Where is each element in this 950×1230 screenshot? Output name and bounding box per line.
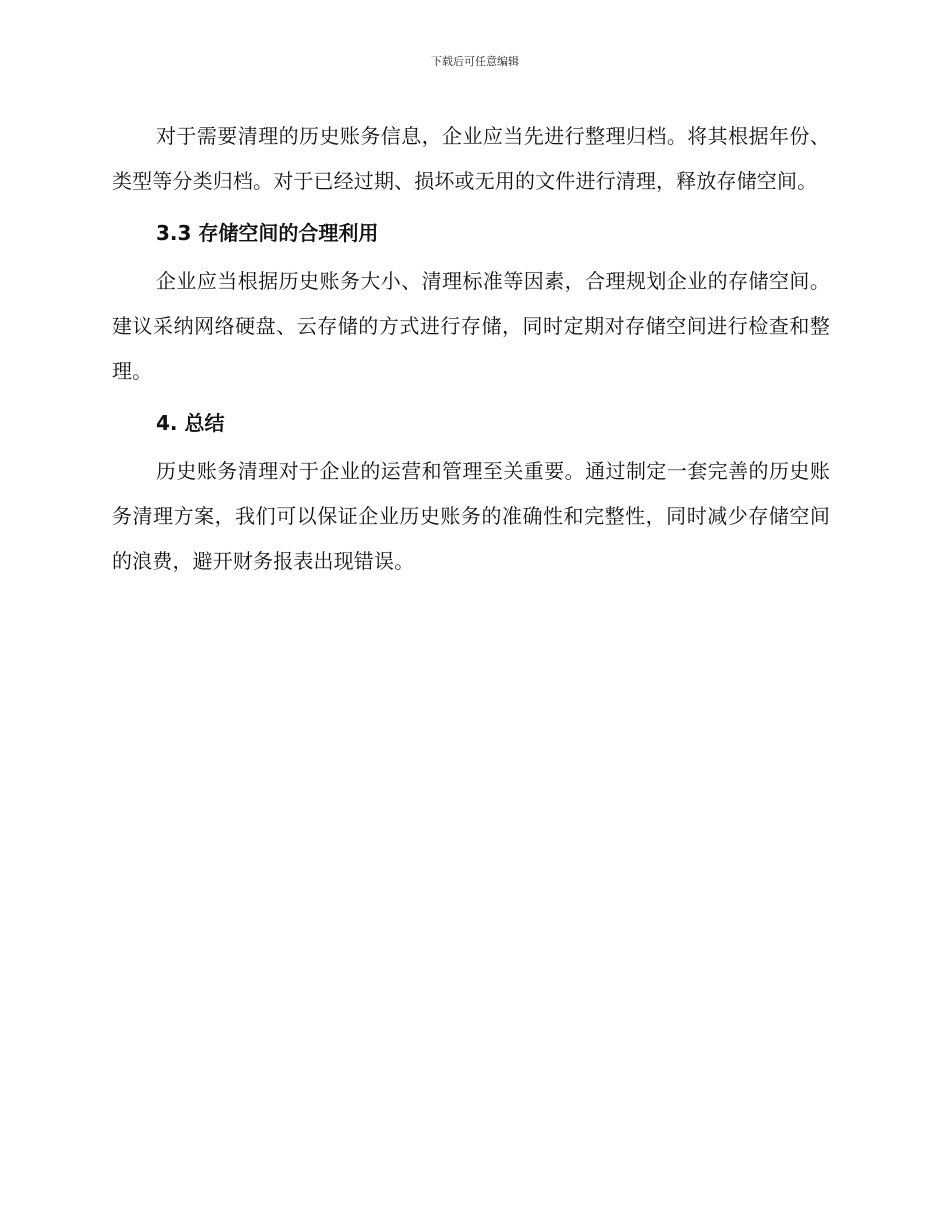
section-heading-storage: 3.3 存储空间的合理利用	[156, 221, 379, 245]
document-body	[112, 114, 830, 584]
paragraph-archive: 对于需要清理的历史账务信息，企业应当先进行整理归档。将其根据年份、类型等分类归档。对于已经过期、损坏或无用的文件进行清理，释放存储空间。	[112, 124, 830, 193]
paragraph-storage: 企业应当根据历史账务大小、清理标准等因素，合理规划企业的存储空间。建议采纳网络硬盘、云存储的方式进行存储，同时定期对存储空间进行检查和整理。	[112, 269, 830, 383]
section-heading-summary: 4. 总结	[156, 411, 225, 435]
paragraph-summary: 历史账务清理对于企业的运营和管理至关重要。通过制定一套完善的历史账务清理方案，我们可以保证企业历史账务的准确性和完整性，同时减少存储空间的浪费，避开财务报表出现错误。	[112, 459, 830, 573]
page-header: 下载后可任意编辑	[431, 55, 519, 68]
